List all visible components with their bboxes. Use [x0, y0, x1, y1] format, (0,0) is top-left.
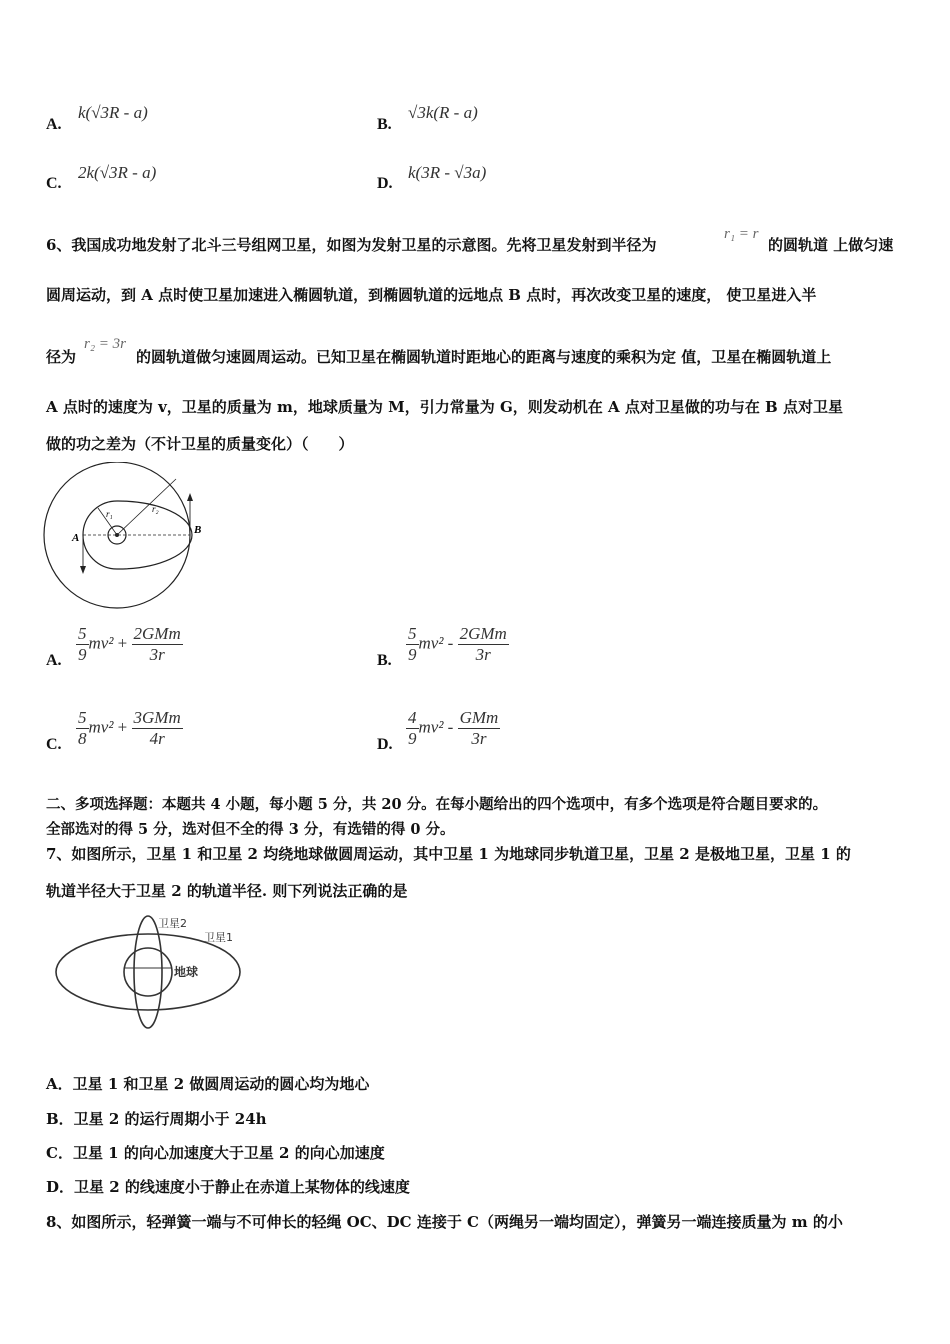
- q7-option-d: D．卫星 2 的线速度小于静止在赤道上某物体的线速度: [46, 1178, 410, 1196]
- r2-label: r₂: [152, 504, 159, 514]
- q5-option-c-expr: 2k(√3R - a): [78, 163, 157, 182]
- satellite2-orbit: [134, 916, 162, 1028]
- q5-option-d-expr: k(3R - √3a): [408, 163, 487, 182]
- q5-option-b-expr: √3k(R - a): [408, 103, 478, 122]
- satellite1-orbit: [56, 934, 240, 1010]
- q5-option-a-expr: k(√3R - a): [78, 103, 148, 122]
- q6-option-a-label: A.: [46, 652, 62, 669]
- section2-line2: 全部选对的得 5 分，选对但不全的得 3 分，有选错的得 0 分。: [46, 821, 455, 838]
- q7-line2: 轨道半径大于卫星 2 的轨道半径. 则下列说法正确的是: [46, 882, 408, 900]
- q7-option-c: C．卫星 1 的向心加速度大于卫星 2 的向心加速度: [46, 1144, 385, 1162]
- section2-line1: 二、多项选择题：本题共 4 小题，每小题 5 分，共 20 分。在每小题给出的四个选项中，有多个选项是符合题目要求的。: [46, 796, 828, 813]
- earth-label: 地球: [174, 965, 199, 979]
- q6-line4: A 点时的速度为 v，卫星的质量为 m，地球质量为 M，引力常量为 G，则发动机在 A 点对卫星做的功与在 B 点对卫星: [46, 398, 843, 416]
- q5-option-d-label: D.: [377, 175, 393, 192]
- r2-line: [117, 479, 176, 535]
- q6-r1-formula: r₁ = r: [724, 226, 759, 242]
- arrowhead-a: [80, 566, 86, 574]
- q7-line1: 7、如图所示，卫星 1 和卫星 2 均绕地球做圆周运动，其中卫星 1 为地球同步轨道卫星，卫星 2 是极地卫星，卫星 1 的: [46, 845, 851, 863]
- q5-option-b-label: B.: [377, 116, 392, 133]
- q6-line1a: 6、我国成功地发射了北斗三号组网卫星，如图为发射卫星的示意图。先将卫星发射到半径为: [46, 236, 657, 254]
- q6-line3a: 径为: [46, 348, 77, 366]
- earth: [124, 948, 172, 996]
- q5-option-a-label: A.: [46, 116, 62, 133]
- q6-line2: 圆周运动，到 A 点时使卫星加速进入椭圆轨道，到椭圆轨道的远地点 B 点时，再次改变卫星的速度， 使卫星进入半: [46, 286, 817, 304]
- q6-r2-formula: r₂ = 3r: [84, 336, 127, 352]
- q8-line1: 8、如图所示，轻弹簧一端与不可伸长的轻绳 OC、DC 连接于 C（两绳另一端均固定），弹簧另一端连接质量为 m 的小: [46, 1213, 843, 1231]
- q6-line1b: 的圆轨道 上做匀速: [768, 236, 894, 254]
- q7-satellite-diagram: [52, 906, 252, 1032]
- q6-line3b: 的圆轨道做匀速圆周运动。已知卫星在椭圆轨道时距地心的距离与速度的乘积为定 值，卫星在椭圆轨道上: [136, 348, 832, 366]
- r1-label: r₁: [106, 509, 113, 519]
- point-a-label: A: [72, 532, 80, 544]
- q7-option-b: B．卫星 2 的运行周期小于 24h: [46, 1110, 267, 1128]
- q6-option-b-expr: $\frac{5}{9}$ mv² - $\frac{\text{2GMm}}{3r}$: [408, 624, 507, 664]
- q6-option-c-label: C.: [46, 736, 62, 753]
- q6-option-d-expr: $\frac{4}{9}$ mv² - $\frac{\text{GMm}}{3r}$: [408, 708, 499, 748]
- q6-line5: 做的功之差为（不计卫星的质量变化）（ ）: [46, 435, 354, 453]
- q6-option-a-expr: $\frac{5}{9}$ mv² + $\frac{\text{2GMm}}{3r}$: [78, 624, 181, 664]
- point-b-label: B: [194, 524, 202, 536]
- q5-option-c-label: C.: [46, 175, 62, 192]
- satellite1-label: 卫星1: [204, 931, 233, 944]
- q6-option-d-label: D.: [377, 736, 393, 753]
- q6-option-c-expr: $\frac{5}{8}$ mv² + $\frac{\text{3GMm}}{4r}$: [78, 708, 181, 748]
- q6-option-b-label: B.: [377, 652, 392, 669]
- arrowhead-b: [187, 493, 193, 501]
- q6-orbit-diagram: [40, 462, 210, 612]
- satellite2-label: 卫星2: [158, 917, 187, 930]
- q7-option-a: A．卫星 1 和卫星 2 做圆周运动的圆心均为地心: [46, 1075, 370, 1093]
